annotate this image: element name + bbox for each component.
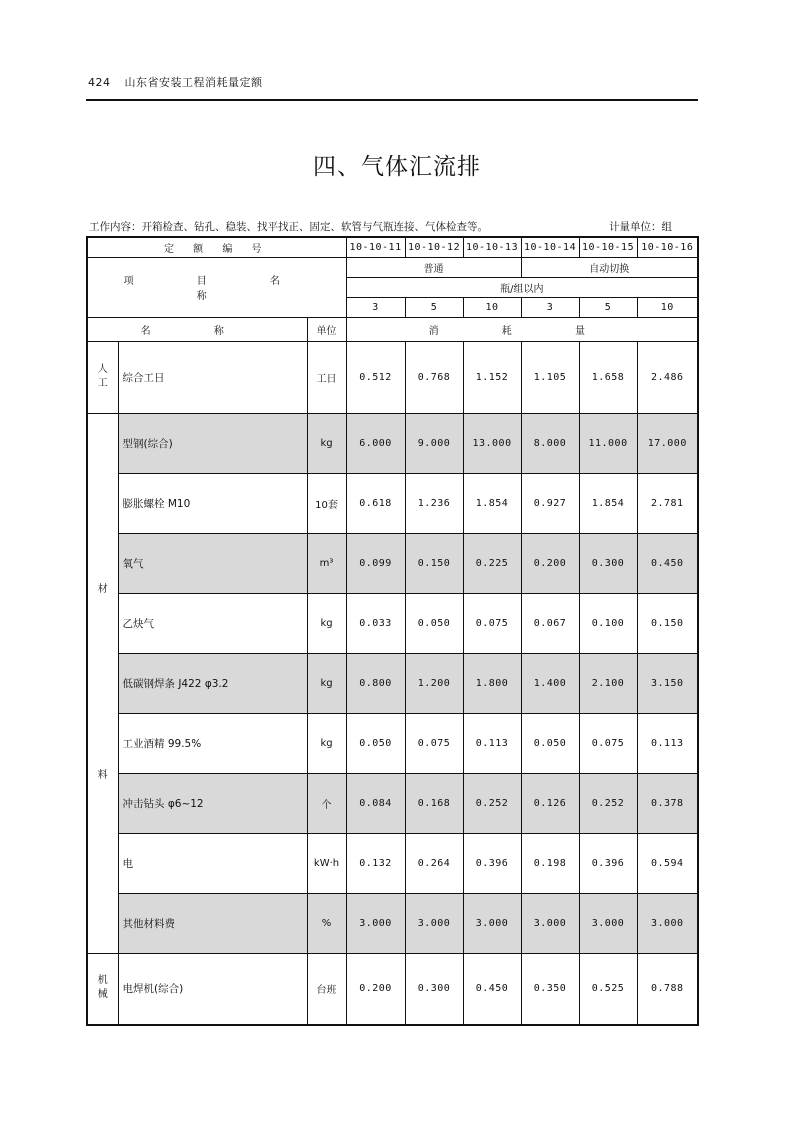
bottle-count: 3 bbox=[346, 297, 405, 317]
value-cell: 0.150 bbox=[405, 533, 463, 593]
value-cell: 1.105 bbox=[521, 341, 579, 413]
item-unit: kg bbox=[307, 653, 346, 713]
item-unit: m³ bbox=[307, 533, 346, 593]
page-header bbox=[88, 74, 698, 100]
value-cell: 0.264 bbox=[405, 833, 463, 893]
quota-code-label: 定 额 编 号 bbox=[87, 237, 346, 257]
item-unit: 10套 bbox=[307, 473, 346, 533]
value-cell: 0.396 bbox=[579, 833, 637, 893]
value-cell: 3.000 bbox=[579, 893, 637, 953]
item-unit: kg bbox=[307, 593, 346, 653]
value-cell: 2.100 bbox=[579, 653, 637, 713]
header-rule bbox=[86, 99, 698, 101]
value-cell: 9.000 bbox=[405, 413, 463, 473]
item-unit: 台班 bbox=[307, 953, 346, 1025]
category-materials bbox=[87, 413, 118, 953]
item-name: 综合工日 bbox=[118, 341, 307, 413]
value-cell: 1.854 bbox=[463, 473, 521, 533]
value-cell: 3.000 bbox=[405, 893, 463, 953]
value-cell: 11.000 bbox=[579, 413, 637, 473]
value-cell: 0.618 bbox=[346, 473, 405, 533]
value-cell: 0.067 bbox=[521, 593, 579, 653]
value-cell: 0.075 bbox=[405, 713, 463, 773]
code-cell: 10-10-14 bbox=[521, 237, 579, 257]
value-cell: 0.512 bbox=[346, 341, 405, 413]
item-unit: 个 bbox=[307, 773, 346, 833]
value-cell: 2.781 bbox=[637, 473, 698, 533]
value-cell: 0.033 bbox=[346, 593, 405, 653]
item-unit: 工日 bbox=[307, 341, 346, 413]
value-cell: 0.450 bbox=[463, 953, 521, 1025]
value-cell: 0.150 bbox=[637, 593, 698, 653]
value-cell: 3.000 bbox=[346, 893, 405, 953]
value-cell: 8.000 bbox=[521, 413, 579, 473]
value-cell: 0.050 bbox=[521, 713, 579, 773]
category-materials-bottom: 料 bbox=[97, 770, 108, 781]
group-normal: 普通 bbox=[346, 257, 521, 277]
value-cell: 0.252 bbox=[579, 773, 637, 833]
item-unit: % bbox=[307, 893, 346, 953]
value-cell: 3.000 bbox=[521, 893, 579, 953]
bottle-count: 10 bbox=[463, 297, 521, 317]
item-name: 其他材料费 bbox=[118, 893, 307, 953]
value-cell: 0.132 bbox=[346, 833, 405, 893]
value-cell: 0.168 bbox=[405, 773, 463, 833]
code-cell: 10-10-11 bbox=[346, 237, 405, 257]
item-name: 氧气 bbox=[118, 533, 307, 593]
group-auto: 自动切换 bbox=[521, 257, 698, 277]
value-cell: 0.768 bbox=[405, 341, 463, 413]
category-materials-top: 材 bbox=[97, 584, 108, 595]
bottle-count: 3 bbox=[521, 297, 579, 317]
code-cell: 10-10-15 bbox=[579, 237, 637, 257]
value-cell: 0.252 bbox=[463, 773, 521, 833]
value-cell: 0.050 bbox=[346, 713, 405, 773]
work-content: 工作内容：开箱检查、钻孔、稳装、找平找正、固定、软管与气瓶连接、气体检查等。 bbox=[89, 221, 488, 233]
item-name: 低碳钢焊条 J422 φ3.2 bbox=[118, 653, 307, 713]
item-name: 膨胀螺栓 M10 bbox=[118, 473, 307, 533]
book-title: 山东省安装工程消耗量定额 bbox=[124, 76, 263, 89]
bottles-label: 瓶/组以内 bbox=[346, 277, 698, 297]
page-number: 424 bbox=[88, 76, 111, 89]
value-cell: 0.594 bbox=[637, 833, 698, 893]
item-name: 电焊机(综合) bbox=[118, 953, 307, 1025]
bottle-count: 5 bbox=[405, 297, 463, 317]
value-cell: 1.152 bbox=[463, 341, 521, 413]
item-name: 型钢(综合) bbox=[118, 413, 307, 473]
value-cell: 3.150 bbox=[637, 653, 698, 713]
value-cell: 0.100 bbox=[579, 593, 637, 653]
item-name: 工业酒精 99.5% bbox=[118, 713, 307, 773]
value-cell: 0.788 bbox=[637, 953, 698, 1025]
consumption-label: 消 耗 量 bbox=[346, 317, 698, 341]
value-cell: 1.400 bbox=[521, 653, 579, 713]
value-cell: 1.854 bbox=[579, 473, 637, 533]
value-cell: 3.000 bbox=[463, 893, 521, 953]
value-cell: 0.099 bbox=[346, 533, 405, 593]
value-cell: 13.000 bbox=[463, 413, 521, 473]
bottle-count: 5 bbox=[579, 297, 637, 317]
value-cell: 0.525 bbox=[579, 953, 637, 1025]
value-cell: 0.378 bbox=[637, 773, 698, 833]
code-cell: 10-10-16 bbox=[637, 237, 698, 257]
item-name: 冲击钻头 φ6~12 bbox=[118, 773, 307, 833]
value-cell: 17.000 bbox=[637, 413, 698, 473]
value-cell: 0.927 bbox=[521, 473, 579, 533]
value-cell: 0.075 bbox=[463, 593, 521, 653]
value-cell: 0.075 bbox=[579, 713, 637, 773]
value-cell: 0.225 bbox=[463, 533, 521, 593]
value-cell: 0.200 bbox=[521, 533, 579, 593]
value-cell: 0.396 bbox=[463, 833, 521, 893]
value-cell: 0.084 bbox=[346, 773, 405, 833]
item-unit: kW·h bbox=[307, 833, 346, 893]
value-cell: 0.450 bbox=[637, 533, 698, 593]
value-cell: 6.000 bbox=[346, 413, 405, 473]
category-machinery: 机械 bbox=[87, 953, 118, 1025]
value-cell: 3.000 bbox=[637, 893, 698, 953]
category-labor: 人工 bbox=[87, 341, 118, 413]
value-cell: 0.113 bbox=[637, 713, 698, 773]
value-cell: 1.200 bbox=[405, 653, 463, 713]
section-title: 四、气体汇流排 bbox=[313, 154, 481, 180]
code-cell: 10-10-12 bbox=[405, 237, 463, 257]
item-unit: kg bbox=[307, 713, 346, 773]
measurement-unit: 计量单位：组 bbox=[609, 221, 672, 233]
value-cell: 1.236 bbox=[405, 473, 463, 533]
value-cell: 0.300 bbox=[405, 953, 463, 1025]
value-cell: 0.198 bbox=[521, 833, 579, 893]
item-name: 电 bbox=[118, 833, 307, 893]
value-cell: 1.800 bbox=[463, 653, 521, 713]
quota-table bbox=[86, 236, 699, 1026]
item-name-label: 项 目 名 称 bbox=[87, 257, 346, 317]
item-unit: kg bbox=[307, 413, 346, 473]
value-cell: 2.486 bbox=[637, 341, 698, 413]
value-cell: 0.200 bbox=[346, 953, 405, 1025]
code-cell: 10-10-13 bbox=[463, 237, 521, 257]
value-cell: 0.050 bbox=[405, 593, 463, 653]
item-name: 乙炔气 bbox=[118, 593, 307, 653]
bottle-count: 10 bbox=[637, 297, 698, 317]
unit-col-label: 单位 bbox=[307, 317, 346, 341]
value-cell: 0.800 bbox=[346, 653, 405, 713]
value-cell: 0.300 bbox=[579, 533, 637, 593]
name-col-label: 名 称 bbox=[87, 317, 307, 341]
value-cell: 1.658 bbox=[579, 341, 637, 413]
value-cell: 0.350 bbox=[521, 953, 579, 1025]
value-cell: 0.113 bbox=[463, 713, 521, 773]
value-cell: 0.126 bbox=[521, 773, 579, 833]
